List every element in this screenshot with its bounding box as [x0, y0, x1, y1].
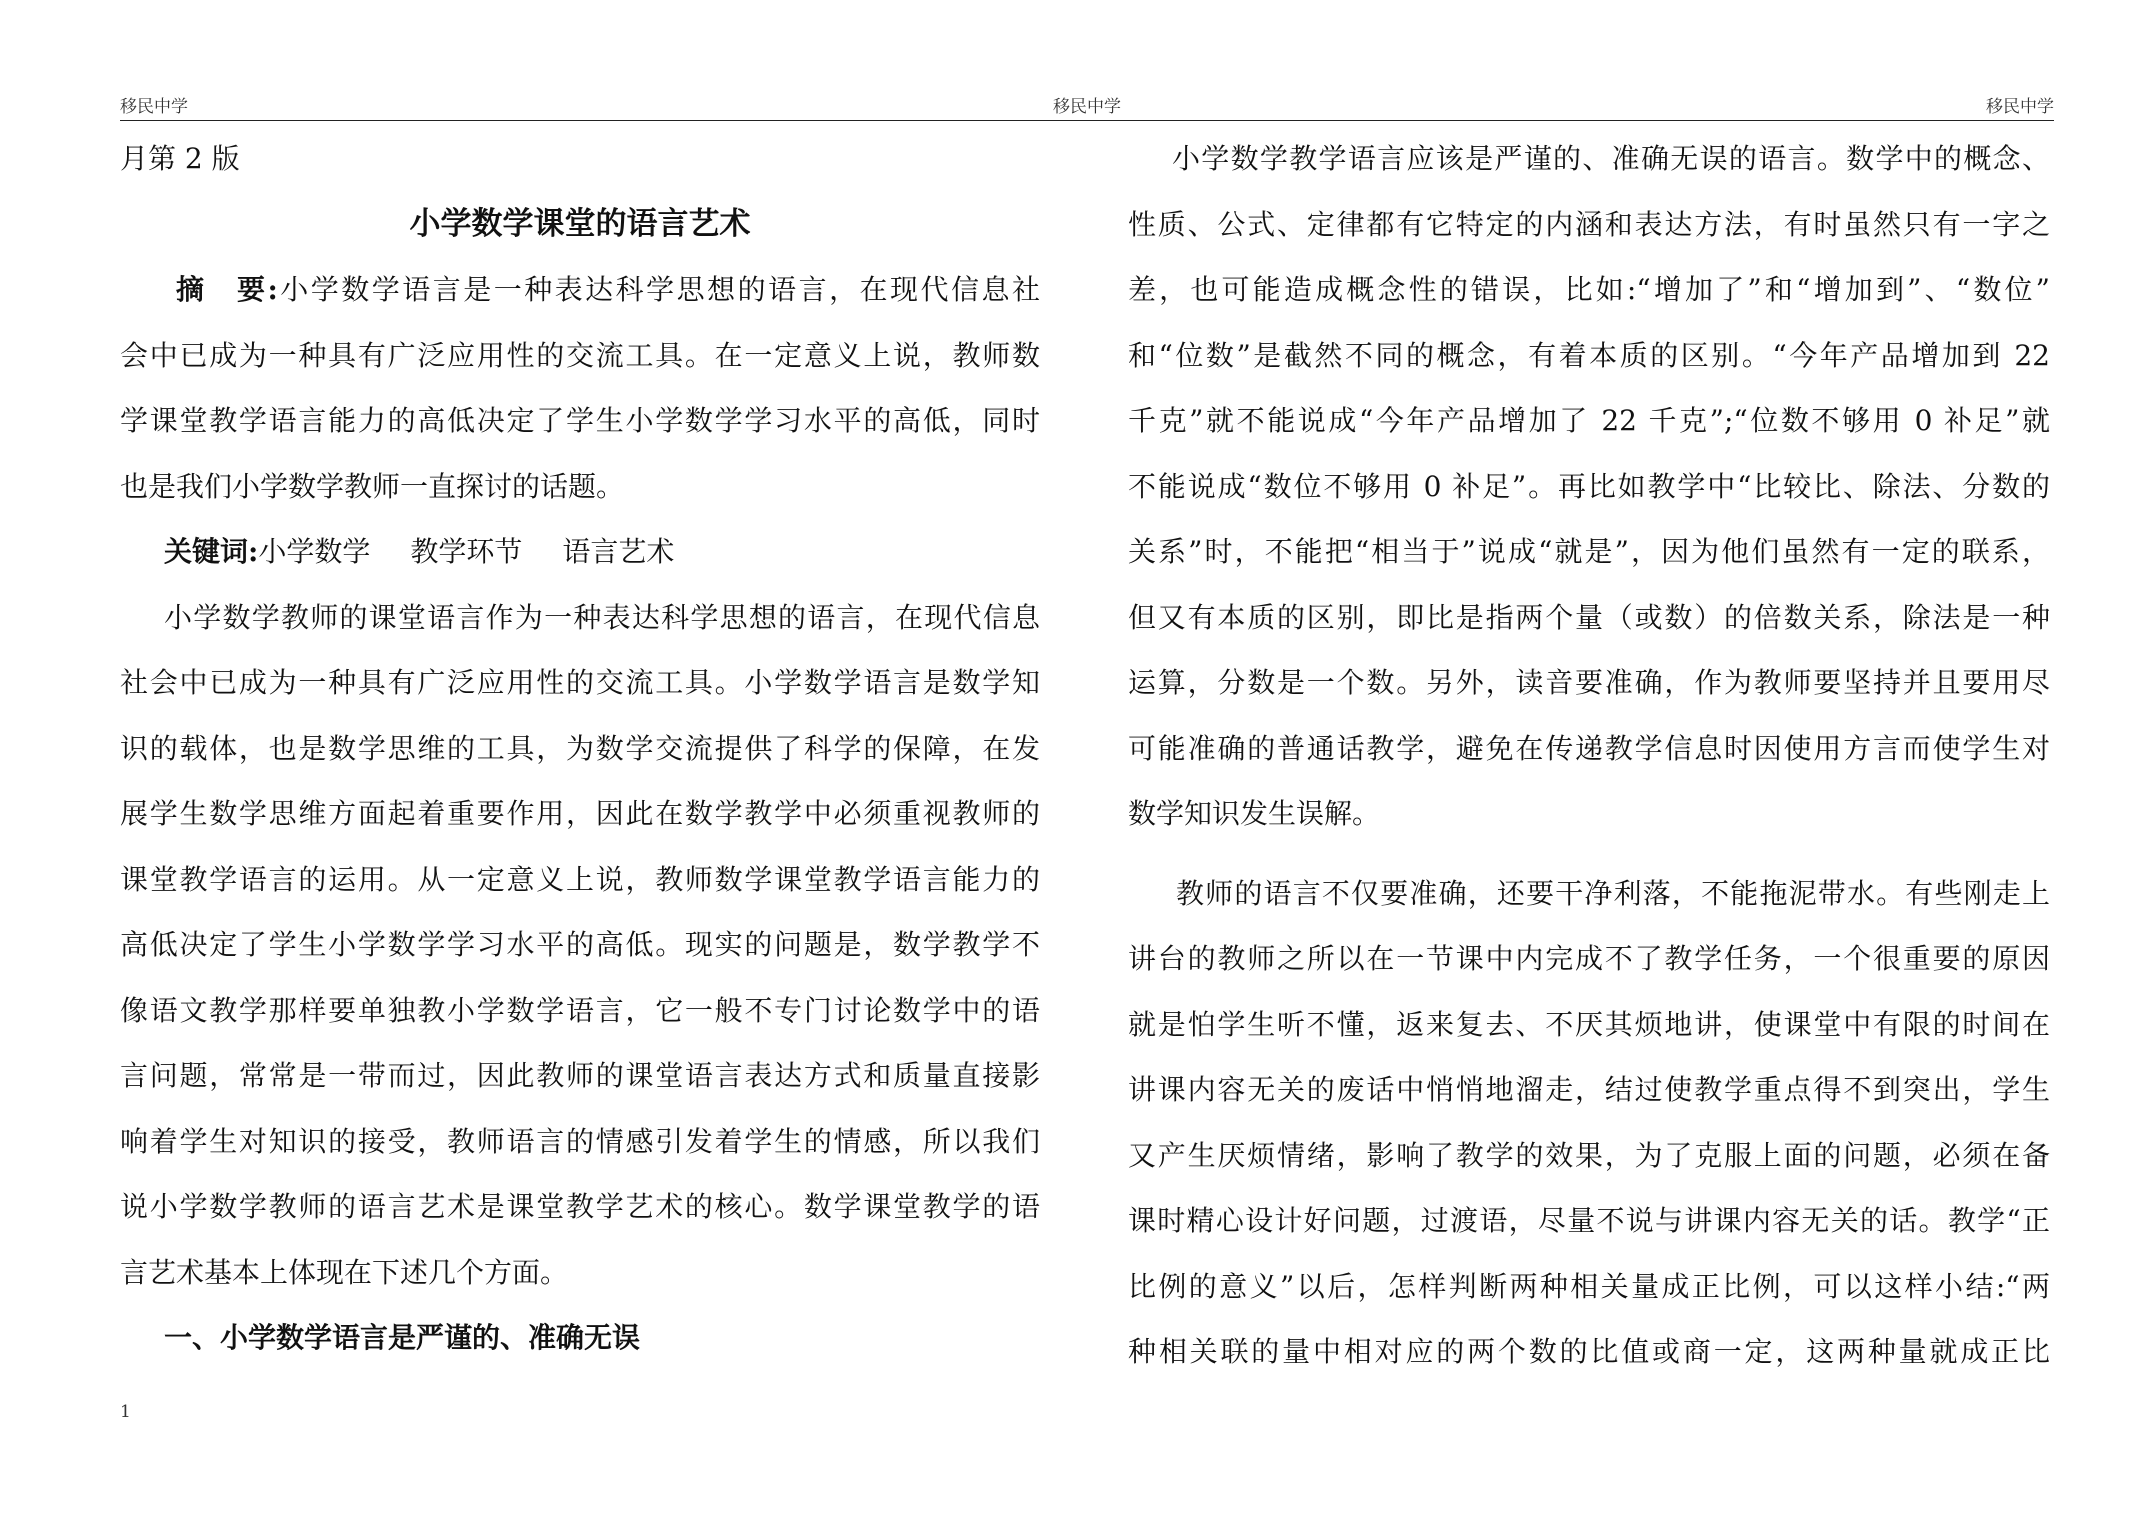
body-line: 社会中已成为一种具有广泛应用性的交流工具。小学数学语言是数学知: [120, 666, 1040, 699]
paragraph-line: 讲课内容无关的废话中悄悄地溜走，结过使教学重点得不到突出，学生: [1128, 1073, 2050, 1106]
body-line: 课堂教学语言的运用。从一定意义上说，教师数学课堂教学语言能力的: [120, 862, 1040, 896]
body-line: 识的载体，也是数学思维的工具，为数学交流提供了科学的保障，在发: [120, 731, 1040, 765]
paragraph-line: 运算，分数是一个数。另外，读音要准确，作为教师要坚持并且要用尽: [1128, 666, 2050, 699]
body-line: 言问题，常常是一带而过，因此教师的课堂语言表达方式和质量直接影: [120, 1059, 1040, 1092]
paragraph-line: 性质、公式、定律都有它特定的内涵和表达方法，有时虽然只有一字之: [1128, 207, 2050, 241]
paragraph-line: 又产生厌烦情绪，影响了教学的效果，为了克服上面的问题，必须在备: [1128, 1138, 2050, 1172]
paragraph-line: 可能准确的普通话教学，避免在传递教学信息时因使用方言而使学生对: [1128, 731, 2050, 765]
header-center-text: 移民中学: [1053, 97, 1121, 117]
abstract-text: 小学数学语言是一种表达科学思想的语言，在现代信息社: [277, 273, 1040, 306]
page-header: [120, 88, 2054, 121]
header-left-text: 移民中学: [120, 97, 188, 117]
paragraph-line: 讲台的教师之所以在一节课中内完成不了教学任务，一个很重要的原因: [1128, 942, 2050, 975]
paragraph-line: 就是怕学生听不懂，返来复去、不厌其烦地讲，使课堂中有限的时间在: [1128, 1007, 2050, 1041]
keyword: 小学数学: [258, 535, 371, 568]
page-number: 1: [120, 1402, 131, 1422]
paragraph-line: 小学数学教学语言应该是严谨的、准确无误的语言。数学中的概念、: [1172, 142, 2050, 175]
body-line: 高低决定了学生小学数学学习水平的高低。现实的问题是，数学教学不: [120, 928, 1040, 961]
paragraph-spacer: [1128, 847, 2050, 861]
abstract-line: 会中已成为一种具有广泛应用性的交流工具。在一定意义上说，教师数: [120, 338, 1040, 372]
article-title: 小学数学课堂的语言艺术: [409, 205, 751, 242]
keywords-line: [120, 519, 1040, 585]
paragraph-line: 课时精心设计好问题，过渡语，尽量不说与讲课内容无关的话。教学“正: [1128, 1204, 2050, 1237]
body-line: 响着学生对知识的接受，教师语言的情感引发着学生的情感，所以我们: [120, 1124, 1040, 1158]
paragraph-line: 数学知识发生误解。: [1128, 797, 1381, 830]
header-right-text: 移民中学: [1986, 97, 2054, 117]
paragraph-line: 比例的意义”以后，怎样判断两种相关量成正比例，可以这样小结:“两: [1128, 1269, 2050, 1303]
abstract-line: 也是我们小学数学教师一直探讨的话题。: [120, 469, 625, 503]
left-column: [120, 126, 1040, 1371]
right-column: [1128, 126, 2050, 1385]
abstract-line: 学课堂教学语言能力的高低决定了学生小学数学学习水平的高低，同时: [120, 404, 1040, 437]
keywords-label: 关键词:: [164, 535, 259, 568]
paragraph-line: 千克”就不能说成“今年产品增加了 22 千克”;“位数不够用 0 补足”就: [1128, 404, 2050, 437]
paragraph-line: 教师的语言不仅要准确，还要干净利落，不能拖泥带水。有些刚走上: [1176, 876, 2050, 910]
section-heading: 一、小学数学语言是严谨的、准确无误: [164, 1321, 641, 1354]
paragraph-line: 但又有本质的区别，即比是指两个量（或数）的倍数关系，除法是一种: [1128, 600, 2050, 634]
body-line: 展学生数学思维方面起着重要作用，因此在数学教学中必须重视教师的: [120, 797, 1040, 830]
paragraph-line: 差，也可能造成概念性的错误，比如:“增加了”和“增加到”、“数位”: [1128, 273, 2050, 306]
keyword: 语言艺术: [562, 535, 675, 568]
paragraph-line: 和“位数”是截然不同的概念，有着本质的区别。“今年产品增加到 22: [1128, 338, 2050, 372]
paragraph-line: 种相关联的量中相对应的两个数的比值或商一定，这两种量就成正比: [1128, 1335, 2050, 1368]
body-line: 言艺术基本上体现在下述几个方面。: [120, 1255, 569, 1289]
body-line: 说小学数学教师的语言艺术是课堂教学艺术的核心。数学课堂教学的语: [120, 1190, 1040, 1223]
paragraph-line: 不能说成“数位不够用 0 补足”。再比如教学中“比较比、除法、分数的: [1128, 469, 2050, 503]
edition-line: 月第 2 版: [120, 142, 240, 175]
abstract-label: 摘 要:: [176, 273, 278, 306]
abstract-line: [120, 257, 1040, 323]
keyword: 教学环节: [410, 535, 523, 568]
body-line: 像语文教学那样要单独教小学数学语言，它一般不专门讨论数学中的语: [120, 993, 1040, 1027]
paragraph-line: 关系”时，不能把“相当于”说成“就是”，因为他们虽然有一定的联系，: [1128, 535, 2050, 568]
body-line: 小学数学教师的课堂语言作为一种表达科学思想的语言，在现代信息: [164, 600, 1040, 634]
